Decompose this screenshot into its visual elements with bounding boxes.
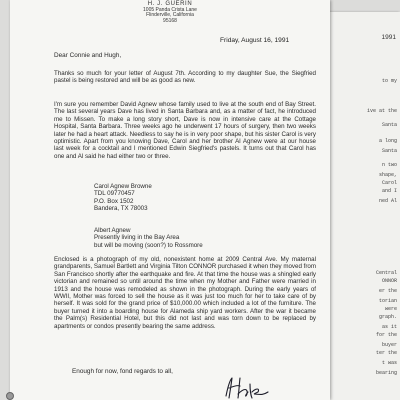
back-page-date: 1991: [381, 34, 396, 41]
back-page: [322, 12, 400, 400]
back-page-fragment: ive at the: [366, 108, 397, 114]
letterhead-street: 1005 Panda Crista Lane: [143, 6, 197, 13]
paragraph-3: Enclosed is a photograph of my old, nonexistent home at 2009 Central Ave. My maternal grandparents, Samuel Bartlett and Virginia Tilton CONNOR purchased it when they moved from San Francisco shortly after the earthquake and fire. At that time the house was a shingled early victorian and remained so until around the time when my Mother and Father were married in 1913 and the house was remodeled as shown in the photograph. During the early years of WWII, Mother was forced to sell the house as it was just too much for her to take care of by herself. It was sold for the grand price of $10,000.00 which included a lot of the furniture. The buyer turned it into a boarding house for Alameda ship yard workers. After the war it became the Palm(s) Residential Hotel, but this did not last and was torn down to be replaced by apartments or condos presently bearing the same address.: [54, 256, 316, 330]
address-line: Carol Agnew Browne: [94, 183, 152, 190]
back-page-fragment: shape,: [378, 172, 397, 178]
back-page-fragment: as it: [381, 324, 397, 330]
address-line: TDL 09770457: [94, 190, 135, 198]
back-page-fragment: er the: [378, 288, 397, 294]
back-page-fragment: Santa: [381, 122, 397, 128]
back-page-fragment: Santa: [381, 148, 397, 154]
back-page-fragment: torian: [378, 298, 397, 304]
back-page-fragment: and I: [381, 188, 397, 194]
back-page-fragment: bearing: [375, 370, 397, 376]
address-block-carol: [94, 183, 294, 213]
pushpin: [6, 392, 14, 400]
address-line: Presently living in the Bay Area: [94, 234, 180, 242]
salutation: Dear Connie and Hugh,: [54, 52, 122, 59]
back-page-fragment: for the: [375, 332, 397, 338]
back-page-fragment: graph.: [378, 314, 397, 320]
closing-line: Enough for now, fond regards to all,: [72, 368, 173, 375]
address-line: Albert Agnew: [94, 227, 131, 234]
back-page-fragment: ONNOR: [381, 278, 397, 284]
back-page-fragment: ned Al: [378, 198, 397, 204]
paragraph-2: I'm sure you remember David Agnew whose family used to live at the south end of Bay Street. The last several years Dave has lived in Santa Barbara and, as a matter of fact, he introduced me to Missen. To make a long story short, Dave is now in intensive care at the Cottage Hospital, Santa Barbara. Three weeks ago he underwent 17 hours of surgery, then two weeks later he had a heart attack. Needless to say he is in very poor shape, but his sister Carol is very optimistic. Apart from you knowing Dave, Carol and her brother Al Agnew were at our house last week for a cocktail and I mentioned Edwin Siegfried's pastels. It turns out that Carol has one and Al said he had either two or three.: [54, 101, 316, 160]
letter-page: [10, 0, 330, 400]
paragraph-1: Thanks so much for your letter of August 7th. According to my daughter Sue, the Siegfried pastel is being restored and will be as good as new.: [54, 70, 316, 85]
letterhead: [110, 2, 230, 24]
back-page-fragment: t was: [381, 360, 397, 366]
back-page-fragment: Carol: [381, 180, 397, 186]
back-page-fragment: a long: [378, 138, 397, 144]
back-page-fragment: Central: [375, 270, 397, 276]
back-page-fragment: to my: [381, 78, 397, 84]
letter-date: Friday, August 16, 1991: [220, 37, 290, 44]
letterhead-name: H. J. GUERIN: [147, 1, 193, 7]
letterhead-zip: 95168: [163, 17, 177, 24]
letterhead-city: Flinderville, California: [146, 12, 194, 19]
back-page-fragment: n two: [381, 162, 397, 168]
back-page-fragment: were: [384, 306, 397, 312]
back-page-fragment: buyer: [381, 342, 397, 348]
handwritten-signature: [220, 374, 280, 400]
address-line: but will be moving (soon?) to Rossmore: [94, 241, 203, 249]
address-line: P.O. Box 1502: [94, 197, 134, 205]
address-block-albert: [94, 227, 294, 249]
back-page-fragment: ter the: [375, 350, 397, 356]
address-line: Bandera, TX 78003: [94, 205, 148, 213]
